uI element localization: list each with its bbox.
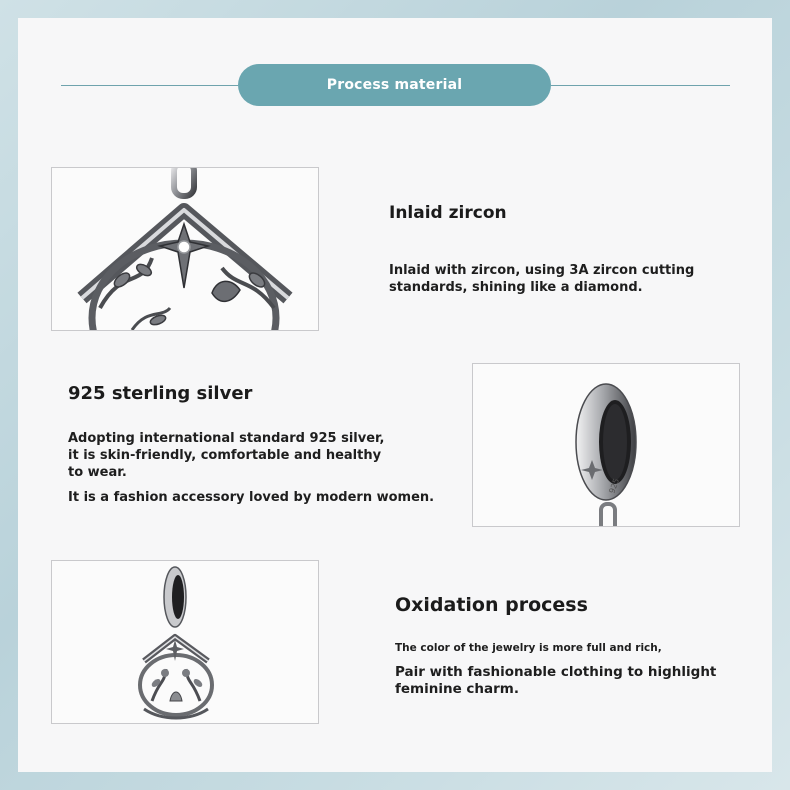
oxidation-pendant-image: [51, 560, 319, 724]
zircon-line-2: standards, shining like a diamond.: [389, 280, 643, 295]
svg-text:925: 925: [607, 477, 622, 495]
zircon-title: Inlaid zircon: [389, 203, 507, 223]
full-pendant-illustration: [52, 561, 318, 723]
oxidation-small-line: The color of the jewelry is more full and rich,: [395, 642, 662, 654]
silver-extra-line: It is a fashion accessory loved by modern women.: [68, 490, 435, 505]
zircon-pendant-illustration: [52, 168, 318, 330]
zircon-closeup-image: [51, 167, 319, 331]
section-header-pill: Process material: [238, 64, 551, 106]
silver-description: [68, 430, 385, 481]
header-line-right: [551, 85, 730, 86]
silver-line-2: it is skin-friendly, comfortable and healthy: [68, 448, 382, 463]
silver-line-3: to wear.: [68, 465, 127, 480]
oxidation-title: Oxidation process: [395, 594, 588, 616]
oxidation-line-2: feminine charm.: [395, 681, 520, 697]
oxidation-line-1: Pair with fashionable clothing to highlight: [395, 664, 717, 680]
oxidation-description: [395, 664, 716, 698]
zircon-description: [389, 262, 694, 296]
silver-line-1: Adopting international standard 925 silver,: [68, 431, 385, 446]
zircon-line-1: Inlaid with zircon, using 3A zircon cutting: [389, 263, 695, 278]
silver-ring-image: [472, 363, 740, 527]
content-card: [18, 18, 772, 772]
header-line-left: [61, 85, 238, 86]
silver-title: 925 sterling silver: [68, 383, 253, 404]
silver-bail-illustration: [473, 364, 739, 526]
